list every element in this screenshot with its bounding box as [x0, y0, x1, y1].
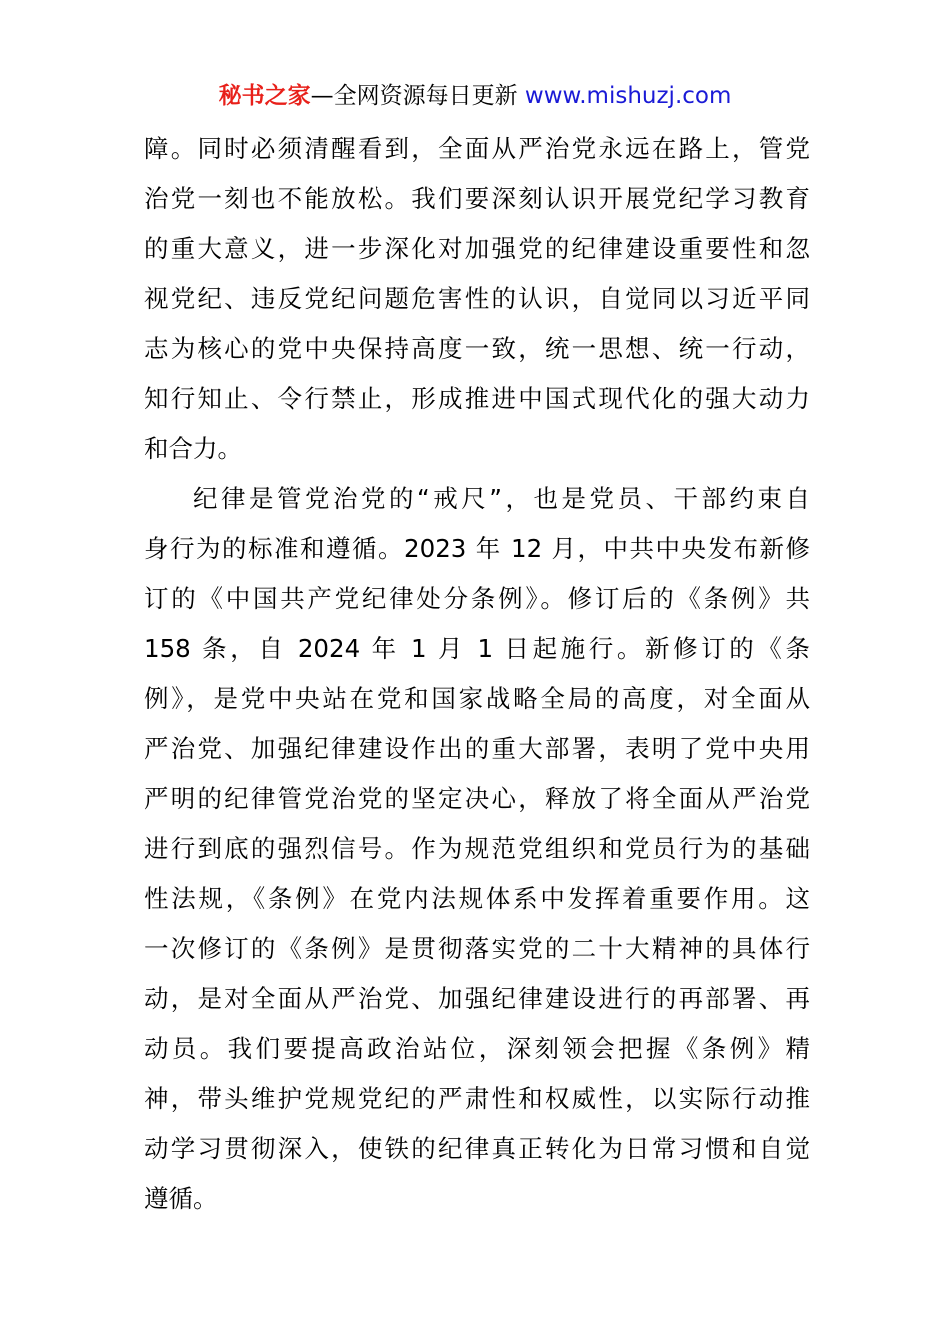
text-line: 的重大意义，进一步深化对加强党的纪律建设重要性和忽 — [144, 234, 810, 263]
text-line: 订的《中国共产党纪律处分条例》。修订后的《条例》共 — [144, 584, 810, 613]
header-brand: 秘书之家 — [218, 83, 311, 109]
text-line: 例》，是党中央站在党和国家战略全局的高度，对全面从 — [144, 684, 810, 713]
text-line: 知行知止、令行禁止，形成推进中国式现代化的强大动力 — [144, 384, 810, 413]
text-line: 一次修订的《条例》是贯彻落实党的二十大精神的具体行 — [144, 934, 810, 963]
text-line: 志为核心的党中央保持高度一致，统一思想、统一行动， — [144, 334, 810, 363]
text-line: 性法规，《条例》在党内法规体系中发挥着重要作用。这 — [144, 884, 810, 913]
text-line: 视党纪、违反党纪问题危害性的认识，自觉同以习近平同 — [144, 284, 810, 313]
text-line: 动，是对全面从严治党、加强纪律建设进行的再部署、再 — [144, 984, 810, 1013]
text-line: 纪律是管党治党的“戒尺”，也是党员、干部约束自 — [193, 484, 810, 513]
text-line: 治党一刻也不能放松。我们要深刻认识开展党纪学习教育 — [144, 184, 810, 213]
text-line: 严治党、加强纪律建设作出的重大部署，表明了党中央用 — [144, 734, 810, 763]
paragraph-2 — [144, 474, 810, 1224]
document-body — [144, 124, 810, 1224]
text-line: 神，带头维护党规党纪的严肃性和权威性，以实际行动推 — [144, 1084, 810, 1113]
text-line: 严明的纪律管党治党的坚定决心，释放了将全面从严治党 — [144, 784, 810, 813]
text-line: 动学习贯彻深入，使铁的纪律真正转化为日常习惯和自觉 — [144, 1134, 810, 1163]
page-header — [0, 80, 950, 112]
text-line: 身行为的标准和遵循。2023 年 12 月，中共中央发布新修 — [144, 534, 810, 563]
paragraph-1 — [144, 124, 810, 474]
header-tagline: —全网资源每日更新 — [310, 83, 518, 109]
text-line: 障。同时必须清醒看到，全面从严治党永远在路上，管党 — [144, 134, 810, 163]
header-url-link[interactable]: www.mishuzj.com — [524, 83, 732, 109]
text-line: 和合力。 — [144, 434, 242, 463]
text-line: 158 条，自 2024 年 1 月 1 日起施行。新修订的《条 — [144, 634, 810, 663]
text-line: 动员。我们要提高政治站位，深刻领会把握《条例》精 — [144, 1034, 810, 1063]
text-line: 进行到底的强烈信号。作为规范党组织和党员行为的基础 — [144, 834, 810, 863]
text-line: 遵循。 — [144, 1184, 218, 1213]
